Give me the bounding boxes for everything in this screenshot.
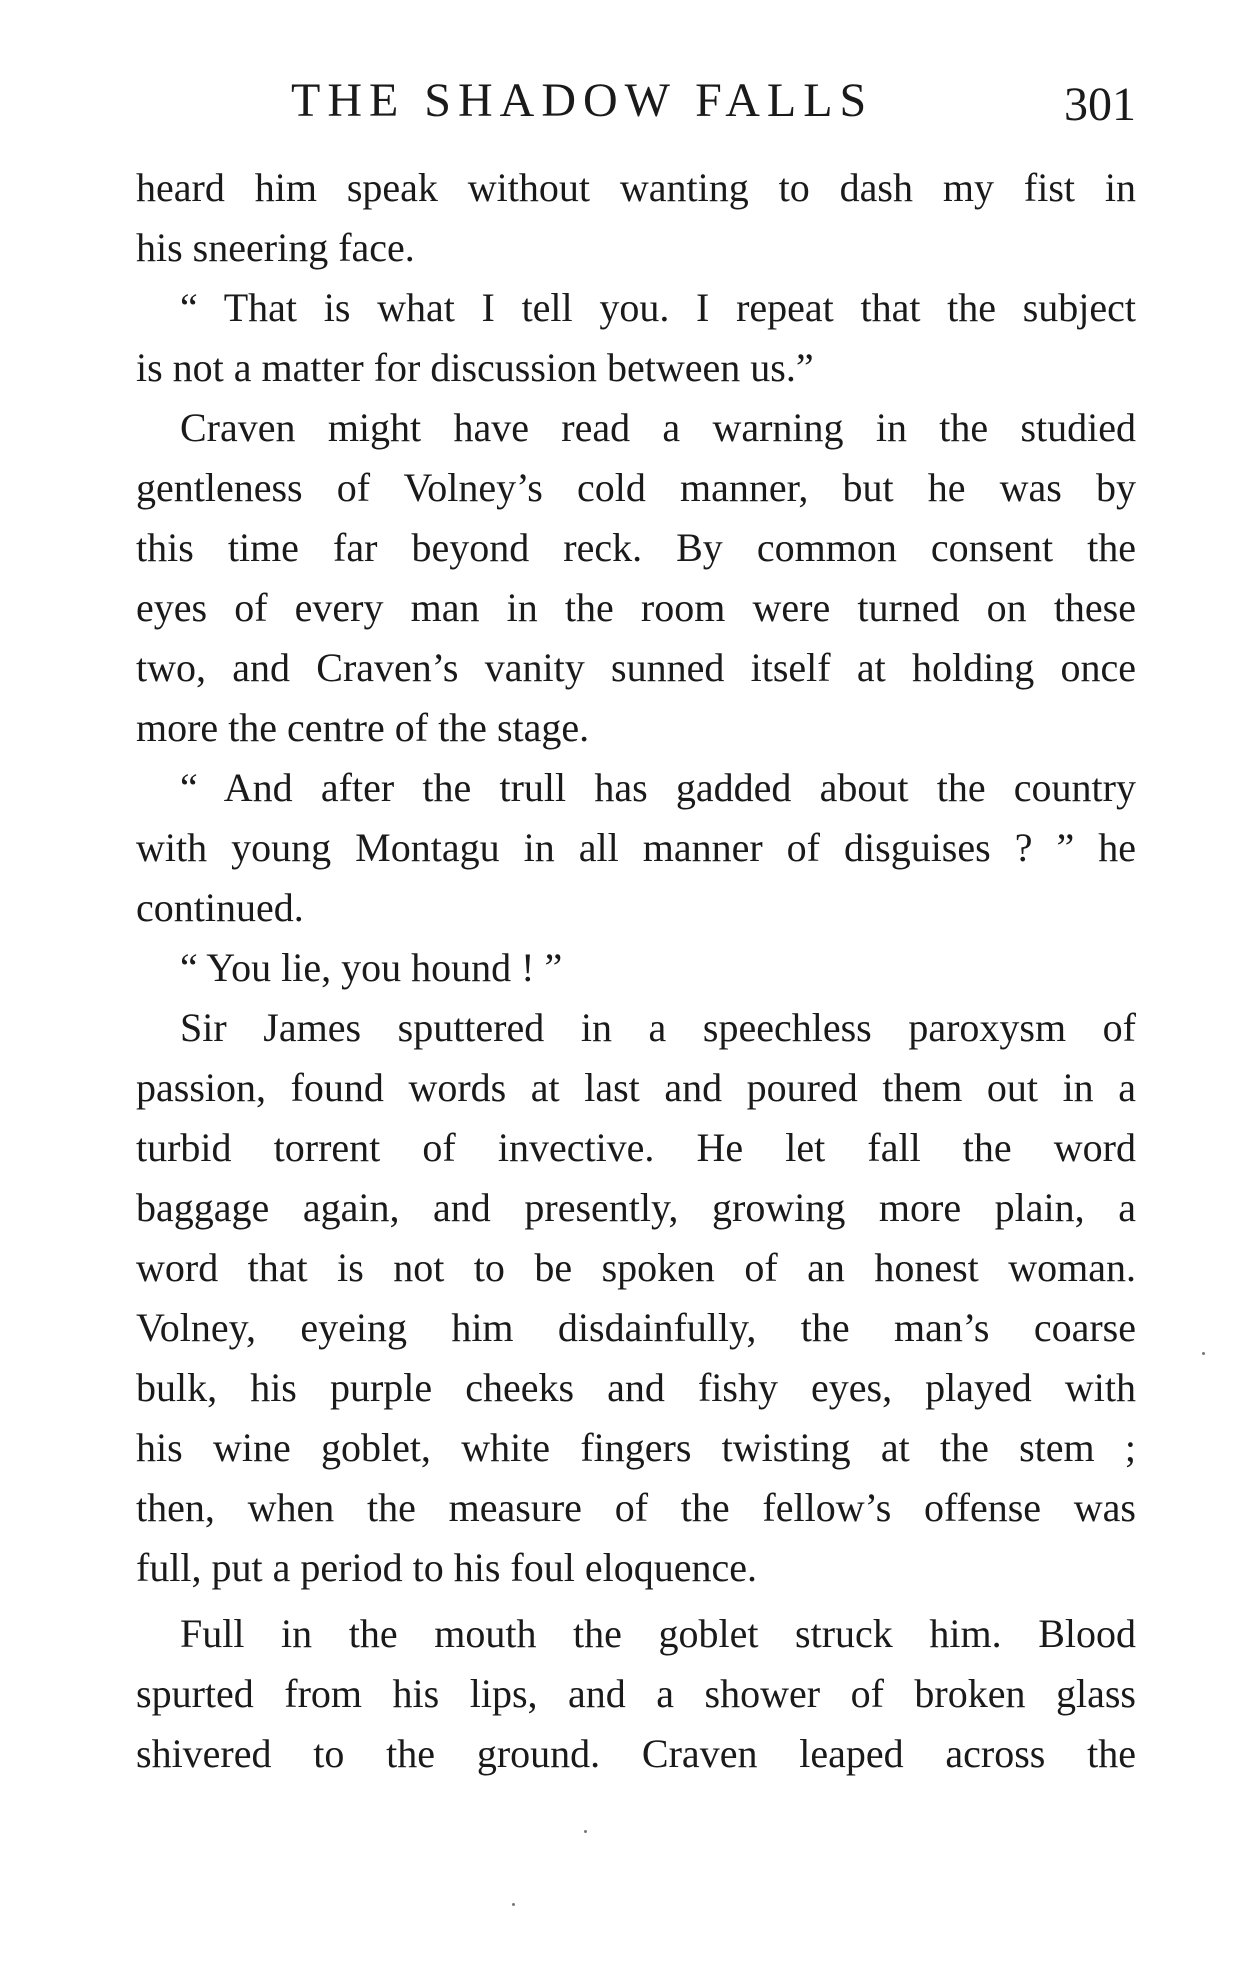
- text-line: full, put a period to his foul eloquence.: [136, 1545, 757, 1590]
- text-line: passion, found words at last and poured them out in a: [136, 1065, 1136, 1110]
- text-line: bulk, his purple cheeks and fishy eyes, played with: [136, 1365, 1136, 1410]
- text-line: spurted from his lips, and a shower of broken glass: [136, 1671, 1136, 1716]
- text-line: Sir James sputtered in a speechless paroxysm of: [180, 1005, 1136, 1050]
- text-line: “ You lie, you hound ! ”: [180, 945, 563, 990]
- text-line: this time far beyond reck. By common consent the: [136, 525, 1136, 570]
- text-line: continued.: [136, 885, 304, 930]
- text-line: with young Montagu in all manner of disguises ? ” he: [136, 825, 1136, 870]
- body-text: [136, 158, 1136, 1784]
- page-number: 301: [1064, 78, 1136, 131]
- paper-speck: [584, 1830, 587, 1833]
- running-title: THE SHADOW FALLS: [291, 74, 874, 127]
- text-line: then, when the measure of the fellow’s offense was: [136, 1485, 1136, 1530]
- paper-speck: [512, 1903, 515, 1906]
- text-line: is not a matter for discussion between us.”: [136, 345, 814, 390]
- text-line: two, and Craven’s vanity sunned itself at holding once: [136, 645, 1136, 690]
- text-line: Volney, eyeing him disdainfully, the man’s coarse: [136, 1305, 1136, 1350]
- text-line: Full in the mouth the goblet struck him. Blood: [180, 1611, 1136, 1656]
- paper-speck: [1202, 1352, 1205, 1355]
- text-line: Craven might have read a warning in the studied: [180, 405, 1136, 450]
- text-line: turbid torrent of invective. He let fall the word: [136, 1125, 1136, 1170]
- text-line: his sneering face.: [136, 225, 415, 270]
- text-line: “ And after the trull has gadded about the country: [180, 765, 1136, 810]
- text-line: baggage again, and presently, growing more plain, a: [136, 1185, 1136, 1230]
- text-line: eyes of every man in the room were turned on these: [136, 585, 1136, 630]
- text-line: “ That is what I tell you. I repeat that the subject: [180, 285, 1136, 330]
- text-line: shivered to the ground. Craven leaped across the: [136, 1731, 1136, 1776]
- text-line: more the centre of the stage.: [136, 705, 590, 750]
- text-line: gentleness of Volney’s cold manner, but he was by: [136, 465, 1136, 510]
- text-line: word that is not to be spoken of an honest woman.: [136, 1245, 1136, 1290]
- text-line: heard him speak without wanting to dash my fist in: [136, 165, 1136, 210]
- running-head: [136, 66, 1136, 136]
- text-line: his wine goblet, white fingers twisting at the stem ;: [136, 1425, 1136, 1470]
